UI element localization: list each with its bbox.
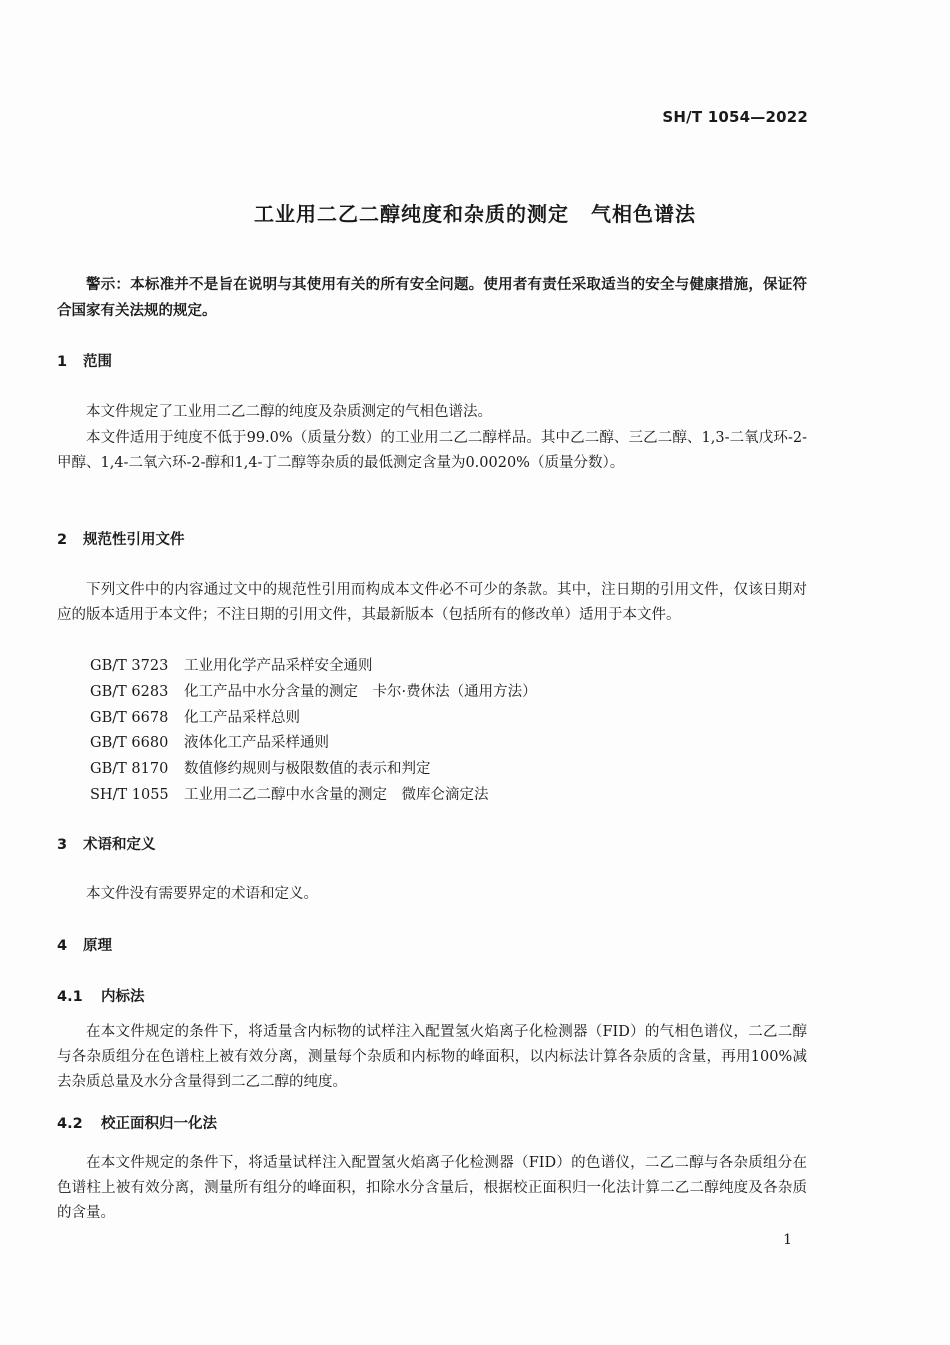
reference-code: GB/T 6283 <box>90 683 169 700</box>
section-number: 4 <box>57 938 68 954</box>
section-title: 术语和定义 <box>83 837 156 853</box>
reference-item <box>90 757 537 783</box>
normative-reference-list <box>90 654 537 809</box>
reference-title: 化工产品采样总则 <box>184 709 300 726</box>
section-3-paragraph-1: 本文件没有需要界定的术语和定义。 <box>86 886 318 902</box>
section-2-heading <box>57 528 185 549</box>
section-title: 校正面积归一化法 <box>101 1116 217 1132</box>
section-1-paragraph-1: 本文件规定了工业用二乙二醇的纯度及杂质测定的气相色谱法。 <box>86 404 492 420</box>
reference-title: 液体化工产品采样通则 <box>184 735 329 752</box>
section-2-paragraph-1: 下列文件中的内容通过文中的规范性引用而构成本文件必不可少的条款。其中，注日期的引用文件，仅该日期对应的版本适用于本文件；不注日期的引用文件，其最新版本（包括所有的修改单）适用于本文件。 <box>57 582 807 623</box>
section-number: 3 <box>57 837 68 853</box>
section-number: 4.1 <box>57 989 83 1005</box>
section-1-paragraph-2: 本文件适用于纯度不低于99.0%（质量分数）的工业用二乙二醇样品。其中乙二醇、三乙二醇、1,3-二氧戊环-2-甲醇、1,4-二氧六环-2-醇和1,4-丁二醇等杂质的最低测定含量为0.0020%（质量分数）。 <box>57 430 807 471</box>
section-number: 2 <box>57 532 68 548</box>
section-title: 规范性引用文件 <box>83 532 185 548</box>
reference-item <box>90 783 537 809</box>
reference-title: 工业用二乙二醇中水含量的测定 微库仑滴定法 <box>184 786 489 803</box>
document-title-sub: 气相色谱法 <box>591 202 696 226</box>
reference-title: 工业用化学产品采样安全通则 <box>184 658 373 674</box>
reference-item <box>90 654 537 680</box>
safety-warning: 警示：本标准并不是旨在说明与其使用有关的所有安全问题。使用者有责任采取适当的安全与健康措施，保证符合国家有关法规的规定。 <box>57 277 807 319</box>
section-4-2-heading <box>57 1112 217 1133</box>
section-4-1-heading <box>57 985 145 1006</box>
section-title: 原理 <box>83 938 112 954</box>
reference-code: GB/T 3723 <box>90 658 169 674</box>
section-4-heading <box>57 934 112 955</box>
section-4-2-paragraph-1: 在本文件规定的条件下，将适量试样注入配置氢火焰离子化检测器（FID）的色谱仪，二乙二醇与各杂质组分在色谱柱上被有效分离，测量所有组分的峰面积，扣除水分含量后，根据校正面积归一化法计算二乙二醇纯度及各杂质的含量。 <box>57 1155 807 1221</box>
reference-code: GB/T 8170 <box>90 761 169 778</box>
section-3-heading <box>57 833 156 854</box>
section-1-heading <box>57 350 112 371</box>
reference-item <box>90 731 537 757</box>
reference-item <box>90 680 537 706</box>
reference-code: GB/T 6678 <box>90 709 169 726</box>
reference-title: 化工产品中水分含量的测定 卡尔·费休法（通用方法） <box>184 683 537 700</box>
page-number: 1 <box>783 1232 792 1248</box>
reference-code: GB/T 6680 <box>90 735 169 752</box>
document-title-main: 工业用二乙二醇纯度和杂质的测定 <box>254 202 569 226</box>
reference-title: 数值修约规则与极限数值的表示和判定 <box>184 761 431 778</box>
document-title <box>0 198 950 227</box>
standard-code: SH/T 1054—2022 <box>662 108 808 126</box>
section-number: 1 <box>57 354 68 370</box>
reference-item <box>90 706 537 732</box>
section-title: 范围 <box>83 354 112 370</box>
section-number: 4.2 <box>57 1116 83 1132</box>
reference-code: SH/T 1055 <box>90 786 169 803</box>
section-4-1-paragraph-1: 在本文件规定的条件下，将适量含内标物的试样注入配置氢火焰离子化检测器（FID）的气相色谱仪，二乙二醇与各杂质组分在色谱柱上被有效分离，测量每个杂质和内标物的峰面积，以内标法计算各杂质的含量，再用100%减去杂质总量及水分含量得到二乙二醇的纯度。 <box>57 1024 807 1090</box>
section-title: 内标法 <box>101 989 145 1005</box>
